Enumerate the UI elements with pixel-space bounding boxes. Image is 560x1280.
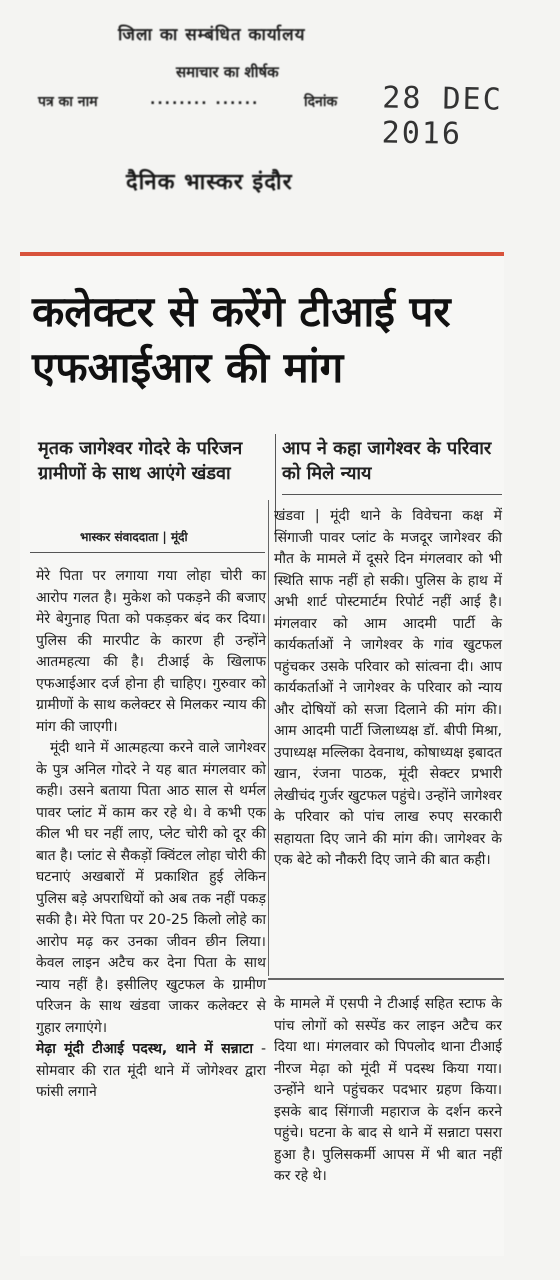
right-paragraph-2: के मामले में एसपी ने टीआई सहित स्टाफ के पांच लोगों को सस्पेंड कर लाइन अटैच कर दिया था। मंगलवार को पिपलोद थाना टीआई नीरज मेढ़ा को मूंदी में पदस्थ किया गया। उन्होंने थाने पहुंचकर पदभार ग्रहण किया। इसके बाद सिंगाजी महाराज के दर्शन करने पहुंचे। घटना के बाद से थाने में सन्नाटा पसरा हुआ है। पुलिसकर्मी आपस में भी बात नहीं कर रहे थे।	[274, 996, 502, 1184]
subheadline-left: मृतक जागेश्वर गोदरे के परिजन ग्रामीणों के साथ आएंगे खंडवा	[38, 438, 243, 484]
byline: भास्कर संवाददाता | मूंदी	[80, 530, 188, 544]
right-box-rule	[268, 978, 504, 980]
left-paragraph-2: मूंदी थाने में आत्महत्या करने वाले जागेश्वर के पुत्र अनिल गोदरे ने यह बात मंगलवार को कही। उसने बताया पिता आठ साल से थर्मल पावर प्लांट में काम कर रहे थे। वे कभी एक कील भी घर नहीं लाए, प्लेट चोरी को दूर की बात है। प्लांट से सैकड़ों क्विंटल लोहा चोरी की घटनाएं अखबारों में प्रकाशित हुई लेकिन पुलिस बड़े अपराधियों को अब तक नहीं पकड़ सकी है। मेरे पिता पर 20-25 किलो लोहे का आरोप मढ़ कर उनका जीवन छीन लिया। केवल लाइन अटैच कर देना पिता के साथ न्याय नहीं है। इसीलिए खुटफल के ग्रामीण परिजन के साथ खंडवा जाकर कलेक्टर से गुहार लगाएंगे।	[36, 740, 266, 1036]
right-column-top	[274, 506, 502, 872]
left-paragraph-3	[36, 1039, 266, 1104]
clipping-stamp	[0, 0, 560, 215]
subheadline-right: आप ने कहा जागेश्वर के परिवार को मिले न्याय	[282, 438, 492, 484]
right-column-bottom	[274, 994, 502, 1188]
left-column	[36, 566, 266, 1104]
subhead-rule	[282, 494, 502, 495]
news-clipping	[20, 252, 504, 1256]
newspaper-name: दैनिक भास्कर इंदौर	[126, 170, 293, 195]
headline: कलेक्टर से करेंगे टीआई पर एफआईआर की मांग	[32, 287, 451, 392]
stamp-office-line: जिला का सम्बंधित कार्यालय	[118, 25, 306, 45]
stamp-dots: ........ ......	[150, 92, 260, 108]
stamp-paper-label: पत्र का नाम	[38, 94, 98, 110]
left-paragraph-1: मेरे पिता पर लगाया गया लोहा चोरी का आरोप गलत है। मुकेश को पकड़ने की बजाए मेरे बेगुनाह पिता को पकड़कर बंद कर दिया। पुलिस की मारपीट के कारण ही उन्होंने आतमहत्या की है। टीआई के खिलाफ एफआईआर दर्ज होना ही चाहिए। गुरुवार को ग्रामीणों के साथ कलेक्टर से मिलकर न्याय की मांग की जाएगी।	[36, 568, 266, 735]
left-paragraph-3-text: - सोमवार की रात मूंदी थाने में जोगेश्वर द्वारा फांसी लगाने	[36, 1041, 266, 1100]
stamp-date: 28 DEC 2016	[381, 80, 503, 152]
stamp-date-label: दिनांक	[304, 94, 338, 110]
stamp-title-line: समाचार का शीर्षक	[176, 63, 279, 81]
byline-rule	[30, 552, 265, 553]
left-paragraph-3-lead: मेढ़ा मूंदी टीआई पदस्थ, थाने में सन्नाटा	[36, 1041, 253, 1057]
right-paragraph-1: खंडवा | मूंदी थाने के विवेचना कक्ष में सिंगाजी पावर प्लांट के मजदूर जागेश्वर की मौत के मामले में दूसरे दिन मंगलवार को भी स्थिति साफ नहीं हो सकी। पुलिस के हाथ में अभी शार्ट पोस्टमार्टम रिपोर्ट नहीं आई है। मंगलवार को आम आदमी पार्टी के कार्यकर्ताओं ने जागेश्वर के गांव खुटफल पहुंचकर उसके परिवार को सांत्वना दी। आप कार्यकर्ताओं ने जागेश्वर के परिवार को न्याय और दोषियों को सजा दिलाने की मांग की। आम आदमी पार्टी जिलाध्यक्ष डॉ. बीपी मिश्रा, उपाध्यक्ष मल्लिका देवनाथ, कोषाध्यक्ष इबादत खान, रंजना पाठक, मूंदी सेक्टर प्रभारी लेखीचंद गुर्जर खुटफल पहुंचे। उन्होंने जागेश्वर के परिवार को पांच लाख रुपए सरकारी सहायता दिए जाने की मांग की। जागेश्वर के एक बेटे को नौकरी दिए जाने की बात कही।	[274, 508, 502, 868]
